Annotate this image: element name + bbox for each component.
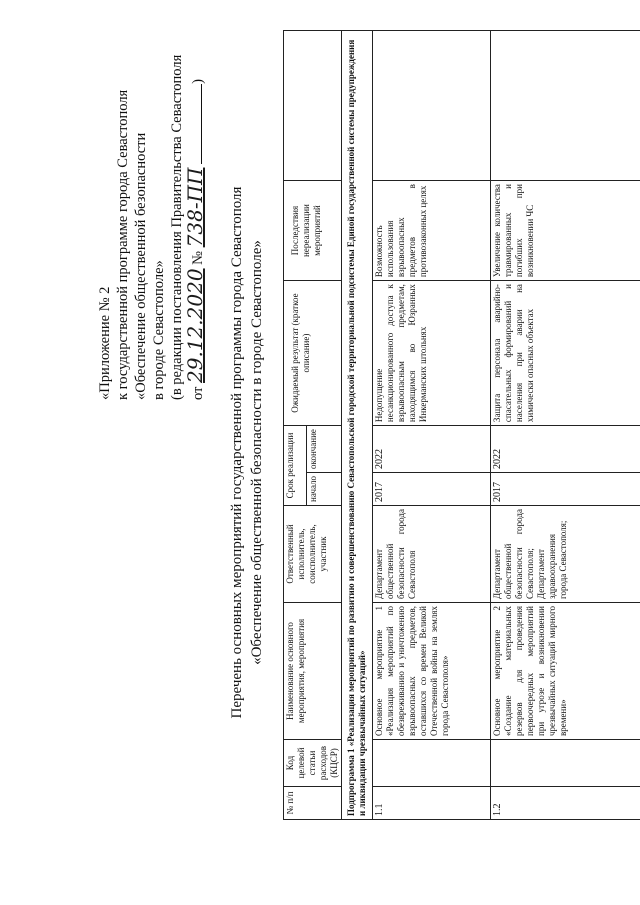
header-expected: Ожидаемый результат (краткое описание) — [284, 281, 342, 426]
appendix-line: в городе Севастополе» — [151, 260, 167, 400]
document-title: Перечень основных мероприятий государственной программы города Севастополя — [229, 186, 245, 719]
row-empty — [491, 31, 640, 181]
header-code: Код целевой статьи расходов (КЦСР) — [284, 740, 342, 787]
row-executor: Департамент общественной безопасности города Севастополя — [373, 506, 491, 603]
row-executor: Департамент общественной безопасности города Севастополя; Департамент здравоохранения города Севастополя; — [491, 506, 640, 603]
header-empty — [284, 31, 342, 181]
table-row — [491, 31, 640, 820]
header-name: Наименование основного мероприятия, мероприятия — [284, 603, 342, 740]
row-num: 1.1 — [373, 787, 491, 820]
appendix-line: «Приложение № 2 — [97, 286, 113, 400]
row-expected: Защита персонала аварийно-спасательных формирований и населения при аварии на химически опасных объектах — [491, 281, 640, 426]
row-name: Основное мероприятие 2 «Создание материальных резервов для проведения первоочередных мероприятий при угрозе и возникновении чрезвычайных ситуаций мирного времени» — [491, 603, 640, 740]
blank-line — [189, 84, 202, 164]
row-expected: Недопущение несанкционированного доступа к взрывоопасным предметам, находящимся во Юзранных Инкерманских штольнях — [373, 281, 491, 426]
row-start: 2017 — [373, 472, 491, 505]
row-consequences: Возможность использования взрывоопасных предметов в противозаконных целях — [373, 181, 491, 281]
header-consequences: Последствия нереализации мероприятий — [284, 181, 342, 281]
header-num: № п/п — [284, 787, 342, 820]
header-end: окончание — [307, 426, 342, 473]
close-paren: ) — [190, 79, 206, 84]
handwritten-number: 738-ПП — [183, 167, 207, 248]
row-end: 2022 — [491, 426, 640, 473]
table-row — [373, 31, 491, 820]
subprogram-row — [342, 31, 373, 820]
appendix-header — [96, 55, 207, 400]
appendix-date-line — [183, 55, 207, 400]
header-period: Срок реализации — [284, 426, 307, 506]
handwritten-date: 29.12.2020 — [183, 268, 207, 383]
row-consequences: Увеличение количества травмированных и погибших при возникновении ЧС — [491, 181, 640, 281]
appendix-line: к государственной программе города Севастополя — [115, 89, 131, 400]
row-code — [373, 740, 491, 787]
row-num: 1.2 — [491, 787, 640, 820]
subprogram-title: Подпрограмма 1 «Реализация мероприятий по развитию и совершенствованию Севастопольской городской территориальной подсистемы Единой государственной системы предупреждения и ликвидации чрезвычайных ситуаций» — [342, 31, 373, 820]
row-start: 2017 — [491, 472, 640, 505]
measures-table — [283, 30, 640, 820]
row-code — [491, 740, 640, 787]
header-executor: Ответственный исполнитель, соисполнитель, участник — [284, 506, 342, 603]
appendix-line: «Обеспечение общественной безопасности — [133, 132, 149, 400]
row-empty — [373, 31, 491, 181]
document-subtitle: «Обеспечение общественной безопасности в городе Севастополе» — [249, 240, 265, 665]
row-name: Основное мероприятие 1 «Реализация мероприятий по обезвреживанию и уничтожению взрывоопасных предметов, оставшихся со времен Великой Отечественной войны на землях города Севастополя» — [373, 603, 491, 740]
header-start: начало — [307, 472, 342, 505]
header-row — [284, 31, 307, 820]
number-label: № — [190, 250, 206, 265]
date-prefix: от — [190, 386, 206, 400]
row-end: 2022 — [373, 426, 491, 473]
appendix-line: (в редакции постановления Правительства Севастополя — [169, 54, 185, 400]
